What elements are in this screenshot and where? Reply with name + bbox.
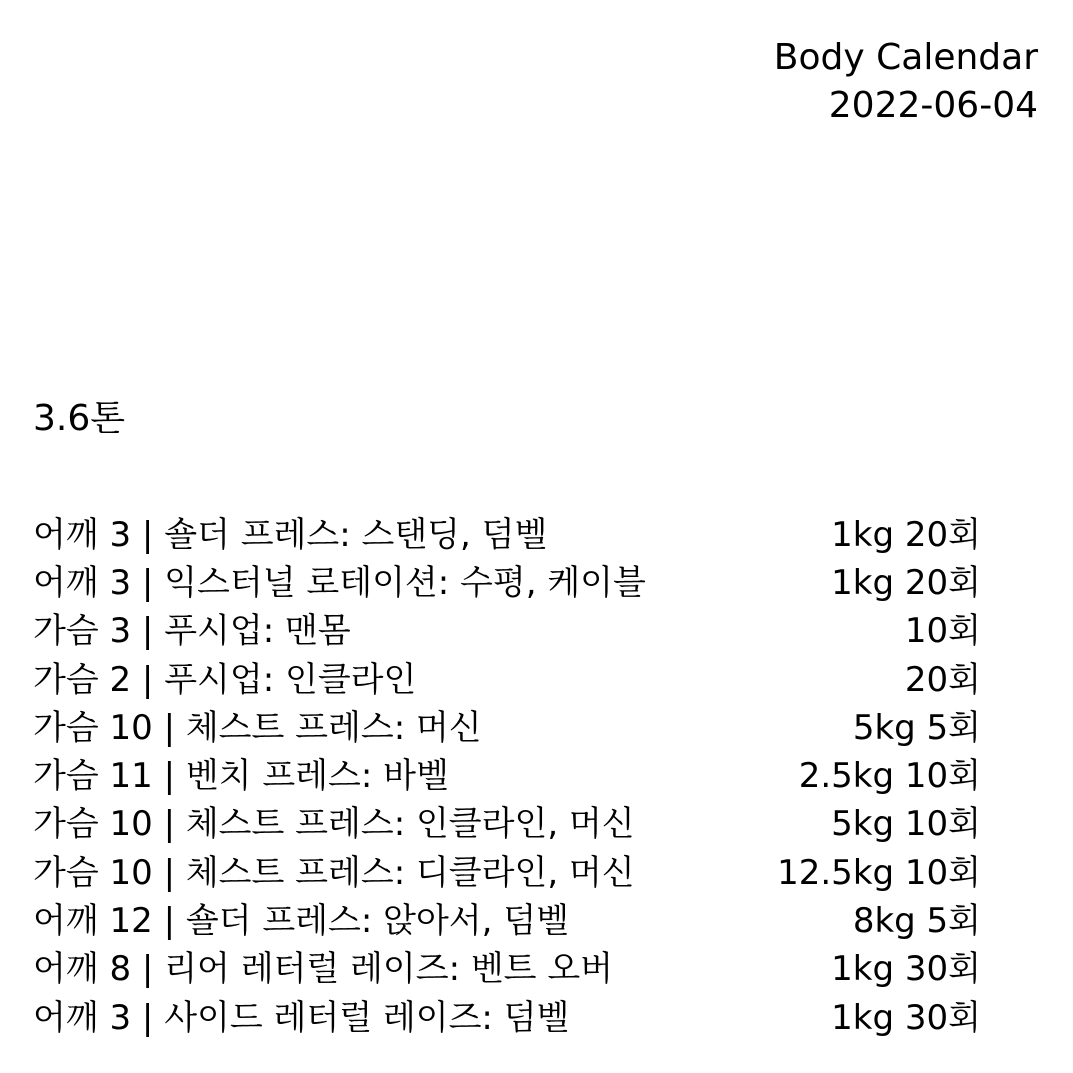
list-item xyxy=(33,797,981,845)
exercise-amount: 12.5kg 10회 xyxy=(777,852,981,893)
list-item xyxy=(33,507,981,555)
exercise-amount: 2.5kg 10회 xyxy=(798,756,981,797)
exercise-name: 어깨 8 | 리어 레터럴 레이즈: 벤트 오버 xyxy=(33,949,614,990)
list-item xyxy=(33,990,981,1038)
list-item xyxy=(33,555,981,603)
exercise-name: 가슴 2 | 푸시업: 인클라인 xyxy=(33,659,417,700)
total-volume: 3.6톤 xyxy=(33,398,126,439)
list-item xyxy=(33,652,981,700)
exercise-amount: 10회 xyxy=(904,611,981,652)
exercise-amount: 5kg 10회 xyxy=(831,804,981,845)
exercise-name: 가슴 11 | 벤치 프레스: 바벨 xyxy=(33,756,449,797)
list-item xyxy=(33,700,981,748)
exercise-amount: 1kg 20회 xyxy=(831,514,981,555)
exercise-amount: 1kg 30회 xyxy=(831,949,981,990)
exercise-name: 가슴 3 | 푸시업: 맨몸 xyxy=(33,611,351,652)
list-item xyxy=(33,748,981,796)
exercise-name: 어깨 12 | 숄더 프레스: 앉아서, 덤벨 xyxy=(33,901,569,942)
list-item xyxy=(33,604,981,652)
exercise-amount: 5kg 5회 xyxy=(852,707,981,748)
list-item xyxy=(33,845,981,893)
list-item xyxy=(33,942,981,990)
header xyxy=(774,34,1038,130)
exercise-name: 가슴 10 | 체스트 프레스: 디클라인, 머신 xyxy=(33,852,635,893)
exercise-name: 가슴 10 | 체스트 프레스: 인클라인, 머신 xyxy=(33,804,635,845)
app-title: Body Calendar xyxy=(773,37,1038,78)
exercise-amount: 1kg 20회 xyxy=(831,562,981,603)
exercise-amount: 8kg 5회 xyxy=(852,901,981,942)
exercise-name: 가슴 10 | 체스트 프레스: 머신 xyxy=(33,707,482,748)
date-label: 2022-06-04 xyxy=(828,85,1038,126)
exercise-amount: 1kg 30회 xyxy=(831,997,981,1038)
exercise-amount: 20회 xyxy=(904,659,981,700)
exercise-name: 어깨 3 | 익스터널 로테이션: 수평, 케이블 xyxy=(33,562,646,603)
list-item xyxy=(33,893,981,941)
exercise-name: 어깨 3 | 숄더 프레스: 스탠딩, 덤벨 xyxy=(33,514,548,555)
exercise-list xyxy=(33,507,981,1038)
exercise-name: 어깨 3 | 사이드 레터럴 레이즈: 덤벨 xyxy=(33,997,570,1038)
